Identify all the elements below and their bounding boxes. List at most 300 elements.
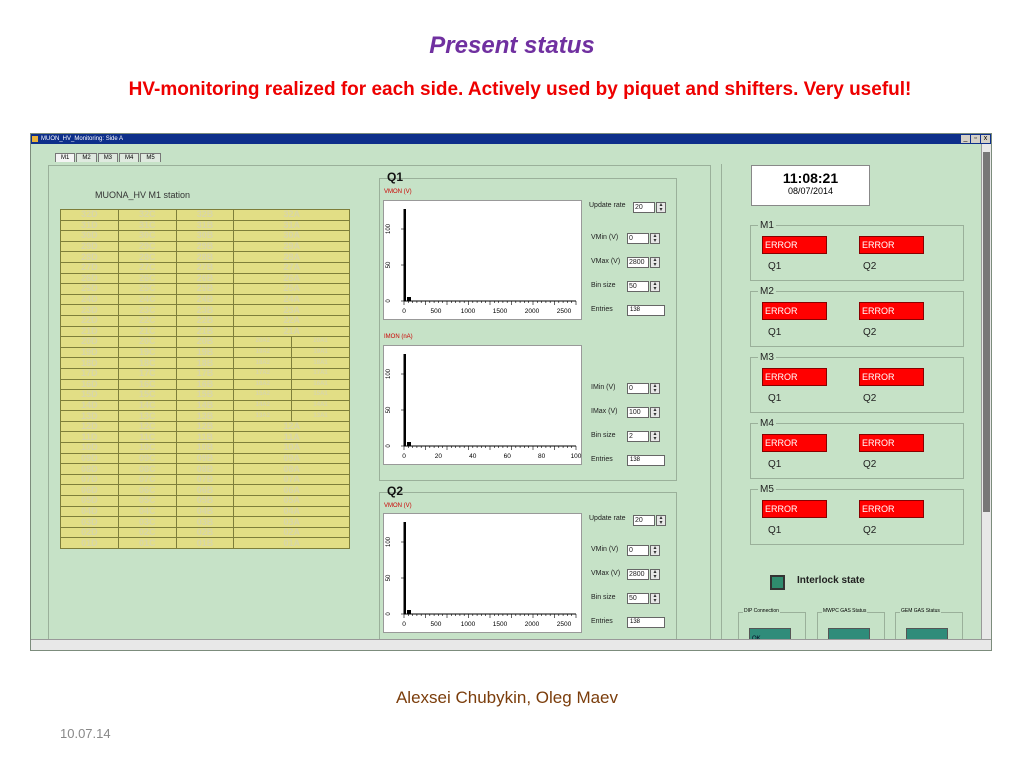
chamber-cell[interactable]: 29B <box>176 241 234 252</box>
maximize-button[interactable]: ▫ <box>971 135 980 143</box>
histogram-bar <box>407 442 411 446</box>
chamber-cell[interactable]: 12D <box>61 421 119 432</box>
chamber-cell[interactable]: 15D <box>61 390 119 401</box>
chamber-cell[interactable]: 31D <box>61 220 119 231</box>
clock-time: 11:08:21 <box>782 170 839 186</box>
chamber-cell[interactable]: 09D <box>61 453 119 464</box>
x-tick-label: 1500 <box>492 308 508 315</box>
chamber-cell[interactable]: 02B <box>176 527 234 538</box>
q2-vmax-spinner[interactable]: ▴ ▾ <box>650 569 660 580</box>
chamber-cell[interactable]: 16B <box>176 379 234 390</box>
chamber-row <box>61 527 350 538</box>
chamber-cell[interactable]: 02C <box>118 527 176 538</box>
chamber-cell[interactable]: 02D <box>61 527 119 538</box>
chamber-cell[interactable]: 08C <box>118 464 176 475</box>
chamber-row <box>61 517 350 528</box>
chamber-cell[interactable]: 25B <box>176 284 234 295</box>
y-tick-label: 0 <box>386 612 392 616</box>
q1-ibin-input[interactable]: 2 <box>627 431 649 442</box>
station-tabs <box>55 153 162 162</box>
chamber-cell[interactable]: 05D <box>61 496 119 507</box>
q2-bin-spinner[interactable]: ▴ ▾ <box>650 593 660 604</box>
y-tick-label: 50 <box>386 574 392 582</box>
tab-m4[interactable]: M4 <box>119 153 139 162</box>
q2-caption: Q2 <box>863 261 877 272</box>
chamber-cell[interactable]: 08B <box>176 464 234 475</box>
chamber-cell[interactable]: 09A <box>234 453 350 464</box>
q2-vmon-histogram <box>384 514 583 634</box>
slide-title: Present status <box>429 32 595 59</box>
chamber-cell[interactable]: 04C <box>118 506 176 517</box>
chamber-cell[interactable]: 20B <box>176 337 234 348</box>
q2-error-indicator[interactable]: ERROR <box>859 302 924 320</box>
chamber-cell[interactable]: 08A <box>234 464 350 475</box>
chamber-row <box>61 241 350 252</box>
chamber-row <box>61 464 350 475</box>
chamber-cell[interactable]: 23D <box>61 305 119 316</box>
chamber-row <box>61 347 350 358</box>
q1-imin-spinner[interactable]: ▴ ▾ <box>650 383 660 394</box>
chamber-cell[interactable]: 03A <box>234 517 350 528</box>
chamber-row <box>61 273 350 284</box>
q1-ientries-value: 138 <box>627 455 665 466</box>
chamber-cell[interactable]: 22A <box>234 315 350 326</box>
chamber-row <box>61 390 350 401</box>
x-tick-label: 0 <box>402 308 406 315</box>
histogram-bar <box>407 610 411 614</box>
chamber-cell[interactable]: 14D <box>61 400 119 411</box>
q2-label: Q2 <box>387 484 404 498</box>
y-tick-label: 100 <box>386 536 392 548</box>
minimize-button[interactable]: _ <box>961 135 970 143</box>
chamber-row <box>61 326 350 337</box>
chamber-cell[interactable]: 03C <box>118 517 176 528</box>
q2-update-label: Update rate <box>589 515 626 522</box>
q1-vmin-input[interactable]: 0 <box>627 233 649 244</box>
chamber-cell[interactable]: 32A <box>234 210 350 221</box>
module-box-m2 <box>750 286 964 347</box>
chamber-cell[interactable]: 06A <box>234 485 350 496</box>
q1-error-indicator[interactable]: ERROR <box>762 236 827 254</box>
chamber-cell[interactable]: 27C <box>118 262 176 273</box>
chamber-row <box>61 379 350 390</box>
chamber-row <box>61 411 350 422</box>
chamber-cell[interactable]: 07D <box>61 474 119 485</box>
module-label: M4 <box>760 418 774 429</box>
q2-entries-label: Entries <box>591 618 613 625</box>
chamber-row <box>61 358 350 369</box>
chamber-cell[interactable]: 11D <box>61 432 119 443</box>
module-box-m3 <box>750 352 964 413</box>
chamber-cell[interactable]: 12B <box>176 421 234 432</box>
chamber-cell[interactable]: 12C <box>118 421 176 432</box>
chamber-row <box>61 421 350 432</box>
chamber-cell[interactable]: 26C <box>118 273 176 284</box>
chamber-row <box>61 220 350 231</box>
chamber-cell[interactable]: 32D <box>61 210 119 221</box>
chamber-cell[interactable]: 23C <box>118 305 176 316</box>
chamber-cell[interactable]: 05A <box>234 496 350 507</box>
q1-vmon-plot <box>383 200 582 320</box>
chamber-cell[interactable]: 26D <box>61 273 119 284</box>
q1-imin-label: IMin (V) <box>591 384 616 391</box>
q1-ibin-spinner[interactable]: ▴ ▾ <box>650 431 660 442</box>
q1-update-input[interactable]: 20 <box>633 202 655 213</box>
chamber-cell[interactable]: 06D <box>61 485 119 496</box>
chamber-cell[interactable]: 11B <box>176 432 234 443</box>
chamber-cell[interactable]: 09B <box>176 453 234 464</box>
chamber-cell[interactable]: 18D <box>61 358 119 369</box>
histogram-bar <box>407 297 411 301</box>
chamber-cell[interactable]: 31A <box>234 220 350 231</box>
chamber-row <box>61 538 350 549</box>
q1-caption: Q1 <box>768 261 782 272</box>
q1-caption: Q1 <box>768 327 782 338</box>
q1-label: Q1 <box>387 170 404 184</box>
chamber-row <box>61 474 350 485</box>
x-tick-label: 2500 <box>556 621 572 628</box>
chamber-row <box>61 262 350 273</box>
chamber-cell[interactable]: 22D <box>61 315 119 326</box>
chamber-cell[interactable]: 21B <box>176 326 234 337</box>
x-tick-label: 500 <box>430 621 442 628</box>
chamber-cell[interactable]: 13C <box>118 411 176 422</box>
chamber-cell[interactable]: 15B <box>176 390 234 401</box>
window-titlebar <box>31 134 991 144</box>
q2-vmin-input[interactable]: 0 <box>627 545 649 556</box>
chamber-cell[interactable]: 10B <box>176 443 234 454</box>
q1-vmax-input[interactable]: 2800 <box>627 257 649 268</box>
chamber-cell[interactable]: 04D <box>61 506 119 517</box>
clock-date: 08/07/2014 <box>787 186 834 196</box>
x-tick-label: 1000 <box>460 621 476 628</box>
chamber-cell[interactable]: 17A2 <box>234 368 292 379</box>
station-label: MUONA_HV M1 station <box>95 190 191 200</box>
q1-imon-title: IMON (nA) <box>384 334 413 340</box>
chamber-cell[interactable]: 17D <box>61 368 119 379</box>
chamber-row <box>61 400 350 411</box>
chamber-cell[interactable]: 16C <box>118 379 176 390</box>
chamber-cell[interactable]: 19D <box>61 347 119 358</box>
chamber-row <box>61 315 350 326</box>
module-label: M3 <box>760 352 774 363</box>
chamber-cell[interactable]: 13A2 <box>234 411 292 422</box>
chamber-row <box>61 496 350 507</box>
chamber-cell[interactable]: 16A1 <box>292 379 350 390</box>
q2-error-indicator[interactable]: ERROR <box>859 368 924 386</box>
chamber-cell[interactable]: 13A1 <box>292 411 350 422</box>
chamber-cell[interactable]: 17A1 <box>292 368 350 379</box>
chamber-row <box>61 231 350 242</box>
q2-error-indicator[interactable]: ERROR <box>859 500 924 518</box>
chamber-cell[interactable]: 16D <box>61 379 119 390</box>
chamber-cell[interactable]: 27B <box>176 262 234 273</box>
chamber-cell[interactable]: 11A <box>234 432 350 443</box>
chamber-cell[interactable]: 12A <box>234 421 350 432</box>
chamber-cell[interactable]: 19C <box>118 347 176 358</box>
vertical-scrollbar[interactable] <box>981 144 991 640</box>
x-tick-label: 1000 <box>460 308 476 315</box>
x-tick-label: 500 <box>430 308 442 315</box>
chamber-cell[interactable]: 19B <box>176 347 234 358</box>
chamber-grid <box>60 209 350 549</box>
chamber-row <box>61 453 350 464</box>
x-tick-label: 2000 <box>524 621 540 628</box>
q1-vmon-histogram <box>384 201 583 321</box>
vertical-scroll-thumb[interactable] <box>983 152 990 512</box>
chamber-cell[interactable]: 28B <box>176 252 234 263</box>
q1-caption: Q1 <box>768 525 782 536</box>
chamber-cell[interactable]: 04B <box>176 506 234 517</box>
chamber-cell[interactable]: 24C <box>118 294 176 305</box>
chamber-cell[interactable]: 10D <box>61 443 119 454</box>
q2-vmin-spinner[interactable]: ▴ ▾ <box>650 545 660 556</box>
y-tick-label: 50 <box>386 261 392 269</box>
chamber-cell[interactable]: 24A <box>234 294 350 305</box>
slide-date: 10.07.14 <box>60 726 111 741</box>
interlock-indicator[interactable] <box>770 575 785 590</box>
chamber-cell[interactable]: 11C <box>118 432 176 443</box>
window-title: MUON_HV_Monitoring: Side A <box>41 136 124 142</box>
chamber-cell[interactable]: 32B <box>176 210 234 221</box>
chamber-cell[interactable]: 18A2 <box>234 358 292 369</box>
chamber-cell[interactable]: 23A <box>234 305 350 316</box>
chamber-row <box>61 443 350 454</box>
y-tick-label: 0 <box>386 444 392 448</box>
chamber-cell[interactable]: 22B <box>176 315 234 326</box>
q1-update-spinner[interactable]: ▴ ▾ <box>656 202 666 213</box>
tab-m3[interactable]: M3 <box>98 153 118 162</box>
tab-m1[interactable]: M1 <box>55 153 75 162</box>
chamber-cell[interactable]: 28A <box>234 252 350 263</box>
chamber-cell[interactable]: 06B <box>176 485 234 496</box>
q1-imax-spinner[interactable]: ▴ ▾ <box>650 407 660 418</box>
chamber-cell[interactable]: 13B <box>176 411 234 422</box>
module-box-m1 <box>750 220 964 281</box>
clock-display <box>751 165 870 206</box>
chamber-cell[interactable]: 07A <box>234 474 350 485</box>
x-tick-label: 20 <box>434 453 443 460</box>
chamber-cell[interactable]: 06C <box>118 485 176 496</box>
chamber-row <box>61 506 350 517</box>
chamber-cell[interactable]: 01B <box>176 538 234 549</box>
chamber-cell[interactable]: 20C <box>118 337 176 348</box>
chamber-cell[interactable]: 25A <box>234 284 350 295</box>
chamber-row <box>61 368 350 379</box>
module-box-m5 <box>750 484 964 545</box>
chamber-cell[interactable]: 14A2 <box>234 400 292 411</box>
chamber-row <box>61 210 350 221</box>
chamber-cell[interactable]: 08D <box>61 464 119 475</box>
chamber-cell[interactable]: 30C <box>118 231 176 242</box>
x-tick-label: 1500 <box>492 621 508 628</box>
chamber-cell[interactable]: 23B <box>176 305 234 316</box>
chamber-cell[interactable]: 16A2 <box>234 379 292 390</box>
chamber-cell[interactable]: 13D <box>61 411 119 422</box>
module-label: M1 <box>760 220 774 231</box>
chamber-cell[interactable]: 28C <box>118 252 176 263</box>
q1-error-indicator[interactable]: ERROR <box>762 368 827 386</box>
chamber-cell[interactable]: 05C <box>118 496 176 507</box>
close-button[interactable]: x <box>981 135 990 143</box>
horizontal-scrollbar[interactable] <box>31 639 992 650</box>
q1-vmin-label: VMin (V) <box>591 234 619 241</box>
q1-error-indicator[interactable]: ERROR <box>762 434 827 452</box>
q2-update-spinner[interactable]: ▴ ▾ <box>656 515 666 526</box>
histogram-bar <box>404 209 406 301</box>
gem-gas-label: GEM GAS Status <box>901 608 940 614</box>
chamber-row <box>61 294 350 305</box>
chamber-row <box>61 485 350 496</box>
chamber-cell[interactable]: 26A <box>234 273 350 284</box>
x-tick-label: 2000 <box>524 308 540 315</box>
chamber-cell[interactable]: 30B <box>176 231 234 242</box>
app-icon <box>32 136 38 142</box>
x-tick-label: 80 <box>537 453 546 460</box>
chamber-cell[interactable]: 17B <box>176 368 234 379</box>
x-tick-label: 2500 <box>556 308 572 315</box>
chamber-cell[interactable]: 01D <box>61 538 119 549</box>
q2-vmon-title: VMON (V) <box>384 503 412 509</box>
chamber-row <box>61 305 350 316</box>
chamber-cell[interactable]: 21A <box>234 326 350 337</box>
chamber-row <box>61 252 350 263</box>
q2-caption: Q2 <box>863 327 877 338</box>
chamber-cell[interactable]: 01A <box>234 538 350 549</box>
chamber-cell[interactable]: 18B <box>176 358 234 369</box>
chamber-cell[interactable]: 22C <box>118 315 176 326</box>
x-tick-label: 0 <box>402 621 406 628</box>
q1-bin-spinner[interactable]: ▴ ▾ <box>650 281 660 292</box>
chamber-cell[interactable]: 07C <box>118 474 176 485</box>
q2-error-indicator[interactable]: ERROR <box>859 434 924 452</box>
chamber-cell[interactable]: 14A1 <box>292 400 350 411</box>
chamber-cell[interactable]: 27A <box>234 262 350 273</box>
y-tick-label: 50 <box>386 406 392 414</box>
q2-error-indicator[interactable]: ERROR <box>859 236 924 254</box>
chamber-cell[interactable]: 19A1 <box>292 347 350 358</box>
panel-separator <box>721 164 722 644</box>
chamber-cell[interactable]: 24B <box>176 294 234 305</box>
chamber-cell[interactable]: 18A1 <box>292 358 350 369</box>
q1-caption: Q1 <box>768 393 782 404</box>
chamber-cell[interactable]: 18C <box>118 358 176 369</box>
dip-connection-label: DIP Connection <box>744 608 779 614</box>
q1-imax-label: IMax (V) <box>591 408 618 415</box>
chamber-cell[interactable]: 03B <box>176 517 234 528</box>
tab-m5[interactable]: M5 <box>140 153 160 162</box>
q1-update-label: Update rate <box>589 202 626 209</box>
slide-subtitle: HV-monitoring realized for each side. Actively used by piquet and shifters. Very useful! <box>128 79 912 100</box>
q2-bin-input[interactable]: 50 <box>627 593 649 604</box>
chamber-cell[interactable]: 14C <box>118 400 176 411</box>
slide-authors: Alexsei Chubykin, Oleg Maev <box>395 688 619 707</box>
chamber-cell[interactable]: 15C <box>118 390 176 401</box>
q2-caption: Q2 <box>863 525 877 536</box>
chamber-cell[interactable]: 15A2 <box>234 390 292 401</box>
q1-vmax-label: VMax (V) <box>591 258 621 265</box>
chamber-cell[interactable]: 19A2 <box>234 347 292 358</box>
q2-vmin-label: VMin (V) <box>591 546 619 553</box>
chamber-cell[interactable]: 30D <box>61 231 119 242</box>
chamber-cell[interactable]: 27D <box>61 262 119 273</box>
q1-error-indicator[interactable]: ERROR <box>762 302 827 320</box>
chamber-cell[interactable]: 26B <box>176 273 234 284</box>
q2-vmax-input[interactable]: 2800 <box>627 569 649 580</box>
chamber-row <box>61 432 350 443</box>
module-label: M5 <box>760 484 774 495</box>
q1-bin-input[interactable]: 50 <box>627 281 649 292</box>
chamber-cell[interactable]: 15A1 <box>292 390 350 401</box>
q1-error-indicator[interactable]: ERROR <box>762 500 827 518</box>
q2-vmax-label: VMax (V) <box>591 570 621 577</box>
y-tick-label: 100 <box>386 368 392 380</box>
module-label: M2 <box>760 286 774 297</box>
chamber-cell[interactable]: 32C <box>118 210 176 221</box>
chamber-cell[interactable]: 25C <box>118 284 176 295</box>
chamber-cell[interactable]: 24D <box>61 294 119 305</box>
chamber-cell[interactable]: 14B <box>176 400 234 411</box>
chamber-cell[interactable]: 05B <box>176 496 234 507</box>
chamber-cell[interactable]: 25D <box>61 284 119 295</box>
chamber-cell[interactable]: 20A1 <box>292 337 350 348</box>
q2-entries-value: 138 <box>627 617 665 628</box>
chamber-cell[interactable]: 28D <box>61 252 119 263</box>
q1-entries-value: 138 <box>627 305 665 316</box>
chamber-cell[interactable]: 03D <box>61 517 119 528</box>
chamber-cell[interactable]: 07B <box>176 474 234 485</box>
chamber-cell[interactable]: 31C <box>118 220 176 231</box>
chamber-cell[interactable]: 20D <box>61 337 119 348</box>
q2-vmon-plot <box>383 513 582 633</box>
q2-update-input[interactable]: 20 <box>633 515 655 526</box>
interlock-label: Interlock state <box>797 575 865 586</box>
chamber-cell[interactable]: 29D <box>61 241 119 252</box>
q1-imax-input[interactable]: 100 <box>627 407 649 418</box>
x-tick-label: 0 <box>402 453 406 460</box>
chamber-cell[interactable]: 29A <box>234 241 350 252</box>
q1-vmax-spinner[interactable]: ▴ ▾ <box>650 257 660 268</box>
chamber-cell[interactable]: 02A <box>234 527 350 538</box>
q1-caption: Q1 <box>768 459 782 470</box>
chamber-cell[interactable]: 10C <box>118 443 176 454</box>
q1-vmin-spinner[interactable]: ▴ ▾ <box>650 233 660 244</box>
q2-caption: Q2 <box>863 459 877 470</box>
chamber-cell[interactable]: 21D <box>61 326 119 337</box>
chamber-cell[interactable]: 04A <box>234 506 350 517</box>
chamber-cell[interactable]: 30A <box>234 231 350 242</box>
q1-entries-label: Entries <box>591 306 613 313</box>
tab-m2[interactable]: M2 <box>76 153 96 162</box>
q2-bin-label: Bin size <box>591 594 616 601</box>
x-tick-label: 60 <box>503 453 511 460</box>
chamber-cell[interactable]: 09C <box>118 453 176 464</box>
chamber-cell[interactable]: 10A <box>234 443 350 454</box>
y-tick-label: 0 <box>386 299 392 303</box>
q1-imon-histogram <box>384 346 583 466</box>
chamber-cell[interactable]: 01C <box>118 538 176 549</box>
chamber-cell[interactable]: 31B <box>176 220 234 231</box>
chamber-cell[interactable]: 21C <box>118 326 176 337</box>
q1-ientries-label: Entries <box>591 456 613 463</box>
q1-imin-input[interactable]: 0 <box>627 383 649 394</box>
q1-imon-plot <box>383 345 582 465</box>
chamber-cell[interactable]: 20A2 <box>234 337 292 348</box>
chamber-cell[interactable]: 17C <box>118 368 176 379</box>
q2-caption: Q2 <box>863 393 877 404</box>
chamber-cell[interactable]: 29C <box>118 241 176 252</box>
q1-bin-label: Bin size <box>591 282 616 289</box>
